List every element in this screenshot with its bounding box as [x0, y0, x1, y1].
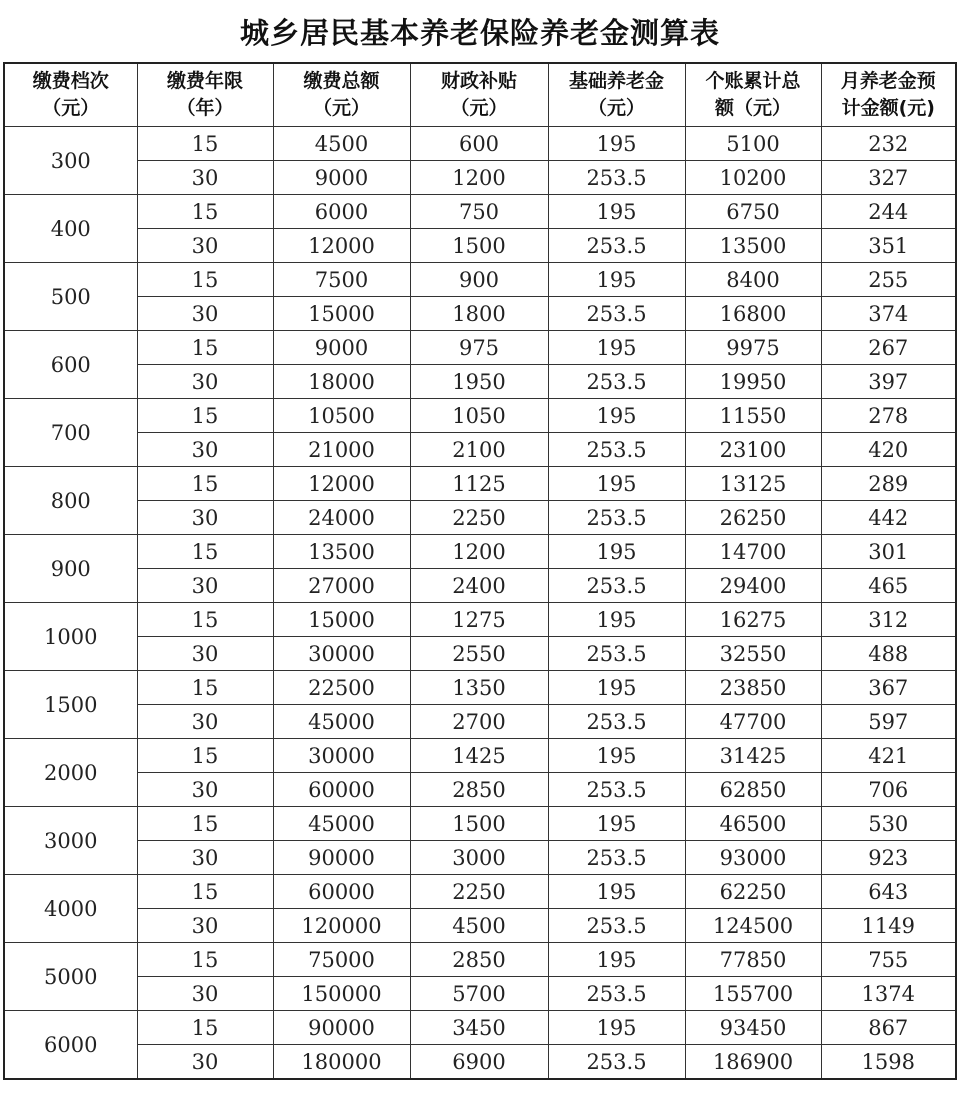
header-monthly-pension	[821, 63, 956, 127]
table-row	[4, 297, 956, 331]
fiscal-subsidy-cell: 3450	[410, 1011, 548, 1045]
payment-total-cell: 9000	[273, 161, 410, 195]
basic-pension-cell: 195	[548, 943, 685, 977]
account-total-cell: 23100	[685, 433, 821, 467]
table-row	[4, 671, 956, 705]
basic-pension-cell: 195	[548, 331, 685, 365]
years-cell: 15	[137, 671, 273, 705]
basic-pension-cell: 253.5	[548, 705, 685, 739]
header-unit: 额（元）	[714, 97, 791, 119]
monthly-pension-cell: 488	[821, 637, 956, 671]
basic-pension-cell: 195	[548, 263, 685, 297]
monthly-pension-cell: 289	[821, 467, 956, 501]
account-total-cell: 62850	[685, 773, 821, 807]
fiscal-subsidy-cell: 2250	[410, 501, 548, 535]
payment-total-cell: 90000	[273, 841, 410, 875]
table-row	[4, 263, 956, 297]
fiscal-subsidy-cell: 1425	[410, 739, 548, 773]
monthly-pension-cell: 923	[821, 841, 956, 875]
fiscal-subsidy-cell: 3000	[410, 841, 548, 875]
monthly-pension-cell: 597	[821, 705, 956, 739]
years-cell: 30	[137, 433, 273, 467]
basic-pension-cell: 253.5	[548, 365, 685, 399]
header-label: 月养老金预	[840, 70, 936, 92]
table-row	[4, 365, 956, 399]
payment-grade-cell: 2000	[4, 739, 137, 807]
payment-total-cell: 10500	[273, 399, 410, 433]
header-basic-pension	[548, 63, 685, 127]
table-row	[4, 909, 956, 943]
payment-grade-cell: 6000	[4, 1011, 137, 1080]
basic-pension-cell: 253.5	[548, 977, 685, 1011]
years-cell: 15	[137, 127, 273, 161]
years-cell: 15	[137, 603, 273, 637]
payment-total-cell: 9000	[273, 331, 410, 365]
table-row	[4, 773, 956, 807]
basic-pension-cell: 253.5	[548, 1045, 685, 1080]
account-total-cell: 19950	[685, 365, 821, 399]
account-total-cell: 13125	[685, 467, 821, 501]
basic-pension-cell: 195	[548, 807, 685, 841]
basic-pension-cell: 195	[548, 195, 685, 229]
monthly-pension-cell: 867	[821, 1011, 956, 1045]
fiscal-subsidy-cell: 1125	[410, 467, 548, 501]
monthly-pension-cell: 327	[821, 161, 956, 195]
basic-pension-cell: 195	[548, 671, 685, 705]
monthly-pension-cell: 244	[821, 195, 956, 229]
years-cell: 15	[137, 943, 273, 977]
fiscal-subsidy-cell: 2400	[410, 569, 548, 603]
header-payment-grade	[4, 63, 137, 127]
table-row	[4, 433, 956, 467]
account-total-cell: 124500	[685, 909, 821, 943]
account-total-cell: 155700	[685, 977, 821, 1011]
fiscal-subsidy-cell: 2850	[410, 773, 548, 807]
monthly-pension-cell: 465	[821, 569, 956, 603]
monthly-pension-cell: 442	[821, 501, 956, 535]
header-unit: （年）	[176, 97, 234, 119]
table-row	[4, 875, 956, 909]
table-row	[4, 229, 956, 263]
fiscal-subsidy-cell: 1500	[410, 807, 548, 841]
payment-total-cell: 7500	[273, 263, 410, 297]
header-label: 缴费年限	[166, 70, 243, 92]
account-total-cell: 93000	[685, 841, 821, 875]
header-label: 基础养老金	[568, 70, 664, 92]
header-unit: （元）	[450, 97, 508, 119]
header-payment-total	[273, 63, 410, 127]
years-cell: 15	[137, 331, 273, 365]
payment-total-cell: 180000	[273, 1045, 410, 1080]
table-row	[4, 977, 956, 1011]
header-label: 缴费档次	[32, 70, 109, 92]
account-total-cell: 13500	[685, 229, 821, 263]
payment-grade-cell: 900	[4, 535, 137, 603]
years-cell: 15	[137, 263, 273, 297]
payment-grade-cell: 3000	[4, 807, 137, 875]
account-total-cell: 8400	[685, 263, 821, 297]
basic-pension-cell: 195	[548, 603, 685, 637]
basic-pension-cell: 253.5	[548, 909, 685, 943]
payment-total-cell: 15000	[273, 297, 410, 331]
table-body	[4, 127, 956, 1080]
fiscal-subsidy-cell: 1200	[410, 535, 548, 569]
account-total-cell: 10200	[685, 161, 821, 195]
years-cell: 30	[137, 365, 273, 399]
fiscal-subsidy-cell: 900	[410, 263, 548, 297]
account-total-cell: 186900	[685, 1045, 821, 1080]
payment-grade-cell: 600	[4, 331, 137, 399]
account-total-cell: 93450	[685, 1011, 821, 1045]
payment-total-cell: 30000	[273, 637, 410, 671]
monthly-pension-cell: 755	[821, 943, 956, 977]
table-row	[4, 569, 956, 603]
fiscal-subsidy-cell: 750	[410, 195, 548, 229]
payment-total-cell: 24000	[273, 501, 410, 535]
fiscal-subsidy-cell: 600	[410, 127, 548, 161]
basic-pension-cell: 253.5	[548, 637, 685, 671]
basic-pension-cell: 253.5	[548, 501, 685, 535]
header-payment-years	[137, 63, 273, 127]
payment-total-cell: 120000	[273, 909, 410, 943]
account-total-cell: 47700	[685, 705, 821, 739]
monthly-pension-cell: 312	[821, 603, 956, 637]
table-row	[4, 399, 956, 433]
basic-pension-cell: 253.5	[548, 161, 685, 195]
account-total-cell: 32550	[685, 637, 821, 671]
basic-pension-cell: 195	[548, 1011, 685, 1045]
years-cell: 30	[137, 977, 273, 1011]
fiscal-subsidy-cell: 1050	[410, 399, 548, 433]
header-account-total	[685, 63, 821, 127]
monthly-pension-cell: 232	[821, 127, 956, 161]
header-unit: 计金额(元)	[841, 97, 935, 119]
account-total-cell: 6750	[685, 195, 821, 229]
monthly-pension-cell: 420	[821, 433, 956, 467]
monthly-pension-cell: 367	[821, 671, 956, 705]
payment-total-cell: 75000	[273, 943, 410, 977]
account-total-cell: 77850	[685, 943, 821, 977]
payment-grade-cell: 1500	[4, 671, 137, 739]
fiscal-subsidy-cell: 2100	[410, 433, 548, 467]
basic-pension-cell: 253.5	[548, 773, 685, 807]
fiscal-subsidy-cell: 4500	[410, 909, 548, 943]
payment-total-cell: 18000	[273, 365, 410, 399]
payment-grade-cell: 5000	[4, 943, 137, 1011]
monthly-pension-cell: 643	[821, 875, 956, 909]
account-total-cell: 11550	[685, 399, 821, 433]
account-total-cell: 62250	[685, 875, 821, 909]
account-total-cell: 16800	[685, 297, 821, 331]
fiscal-subsidy-cell: 5700	[410, 977, 548, 1011]
payment-grade-cell: 400	[4, 195, 137, 263]
basic-pension-cell: 195	[548, 875, 685, 909]
payment-total-cell: 150000	[273, 977, 410, 1011]
fiscal-subsidy-cell: 2700	[410, 705, 548, 739]
years-cell: 30	[137, 1045, 273, 1080]
fiscal-subsidy-cell: 1950	[410, 365, 548, 399]
years-cell: 15	[137, 875, 273, 909]
payment-total-cell: 45000	[273, 807, 410, 841]
header-unit: （元）	[587, 97, 645, 119]
header-label: 个账累计总	[705, 70, 801, 92]
years-cell: 15	[137, 195, 273, 229]
basic-pension-cell: 195	[548, 399, 685, 433]
years-cell: 30	[137, 841, 273, 875]
fiscal-subsidy-cell: 1800	[410, 297, 548, 331]
years-cell: 30	[137, 909, 273, 943]
table-row	[4, 195, 956, 229]
monthly-pension-cell: 1598	[821, 1045, 956, 1080]
account-total-cell: 5100	[685, 127, 821, 161]
basic-pension-cell: 195	[548, 467, 685, 501]
monthly-pension-cell: 255	[821, 263, 956, 297]
monthly-pension-cell: 301	[821, 535, 956, 569]
table-row	[4, 1011, 956, 1045]
fiscal-subsidy-cell: 6900	[410, 1045, 548, 1080]
payment-total-cell: 12000	[273, 229, 410, 263]
fiscal-subsidy-cell: 975	[410, 331, 548, 365]
monthly-pension-cell: 1374	[821, 977, 956, 1011]
table-row	[4, 127, 956, 161]
monthly-pension-cell: 397	[821, 365, 956, 399]
payment-total-cell: 12000	[273, 467, 410, 501]
table-row	[4, 1045, 956, 1080]
payment-grade-cell: 800	[4, 467, 137, 535]
fiscal-subsidy-cell: 2850	[410, 943, 548, 977]
payment-grade-cell: 1000	[4, 603, 137, 671]
years-cell: 30	[137, 297, 273, 331]
payment-total-cell: 22500	[273, 671, 410, 705]
payment-total-cell: 21000	[273, 433, 410, 467]
fiscal-subsidy-cell: 1350	[410, 671, 548, 705]
basic-pension-cell: 253.5	[548, 433, 685, 467]
payment-grade-cell: 700	[4, 399, 137, 467]
payment-total-cell: 60000	[273, 875, 410, 909]
table-row	[4, 467, 956, 501]
basic-pension-cell: 253.5	[548, 841, 685, 875]
payment-total-cell: 60000	[273, 773, 410, 807]
header-label: 缴费总额	[303, 70, 380, 92]
monthly-pension-cell: 706	[821, 773, 956, 807]
payment-total-cell: 6000	[273, 195, 410, 229]
years-cell: 15	[137, 467, 273, 501]
account-total-cell: 46500	[685, 807, 821, 841]
header-row	[4, 63, 956, 127]
payment-grade-cell: 500	[4, 263, 137, 331]
monthly-pension-cell: 1149	[821, 909, 956, 943]
table-row	[4, 603, 956, 637]
header-unit: （元）	[312, 97, 370, 119]
years-cell: 15	[137, 807, 273, 841]
account-total-cell: 26250	[685, 501, 821, 535]
basic-pension-cell: 253.5	[548, 569, 685, 603]
years-cell: 15	[137, 535, 273, 569]
monthly-pension-cell: 421	[821, 739, 956, 773]
table-row	[4, 841, 956, 875]
monthly-pension-cell: 351	[821, 229, 956, 263]
years-cell: 30	[137, 773, 273, 807]
fiscal-subsidy-cell: 1200	[410, 161, 548, 195]
years-cell: 30	[137, 569, 273, 603]
years-cell: 30	[137, 705, 273, 739]
header-unit: （元）	[42, 97, 100, 119]
table-header	[4, 63, 956, 127]
payment-total-cell: 27000	[273, 569, 410, 603]
table-row	[4, 637, 956, 671]
monthly-pension-cell: 267	[821, 331, 956, 365]
fiscal-subsidy-cell: 1275	[410, 603, 548, 637]
basic-pension-cell: 253.5	[548, 229, 685, 263]
payment-grade-cell: 4000	[4, 875, 137, 943]
years-cell: 30	[137, 161, 273, 195]
pension-calculation-table	[3, 62, 957, 1080]
table-row	[4, 535, 956, 569]
table-row	[4, 331, 956, 365]
basic-pension-cell: 195	[548, 739, 685, 773]
table-row	[4, 739, 956, 773]
monthly-pension-cell: 374	[821, 297, 956, 331]
account-total-cell: 16275	[685, 603, 821, 637]
table-row	[4, 161, 956, 195]
years-cell: 15	[137, 1011, 273, 1045]
payment-total-cell: 90000	[273, 1011, 410, 1045]
years-cell: 30	[137, 637, 273, 671]
account-total-cell: 23850	[685, 671, 821, 705]
payment-grade-cell: 300	[4, 127, 137, 195]
fiscal-subsidy-cell: 2250	[410, 875, 548, 909]
fiscal-subsidy-cell: 2550	[410, 637, 548, 671]
account-total-cell: 29400	[685, 569, 821, 603]
years-cell: 30	[137, 229, 273, 263]
monthly-pension-cell: 530	[821, 807, 956, 841]
table-row	[4, 943, 956, 977]
payment-total-cell: 45000	[273, 705, 410, 739]
page-title: 城乡居民基本养老保险养老金测算表	[239, 16, 720, 50]
monthly-pension-cell: 278	[821, 399, 956, 433]
header-label: 财政补贴	[440, 70, 517, 92]
account-total-cell: 31425	[685, 739, 821, 773]
years-cell: 30	[137, 501, 273, 535]
account-total-cell: 14700	[685, 535, 821, 569]
table-row	[4, 807, 956, 841]
table-row	[4, 705, 956, 739]
table-row	[4, 501, 956, 535]
header-fiscal-subsidy	[410, 63, 548, 127]
years-cell: 15	[137, 399, 273, 433]
account-total-cell: 9975	[685, 331, 821, 365]
payment-total-cell: 30000	[273, 739, 410, 773]
basic-pension-cell: 195	[548, 535, 685, 569]
fiscal-subsidy-cell: 1500	[410, 229, 548, 263]
years-cell: 15	[137, 739, 273, 773]
payment-total-cell: 13500	[273, 535, 410, 569]
payment-total-cell: 15000	[273, 603, 410, 637]
basic-pension-cell: 195	[548, 127, 685, 161]
basic-pension-cell: 253.5	[548, 297, 685, 331]
payment-total-cell: 4500	[273, 127, 410, 161]
